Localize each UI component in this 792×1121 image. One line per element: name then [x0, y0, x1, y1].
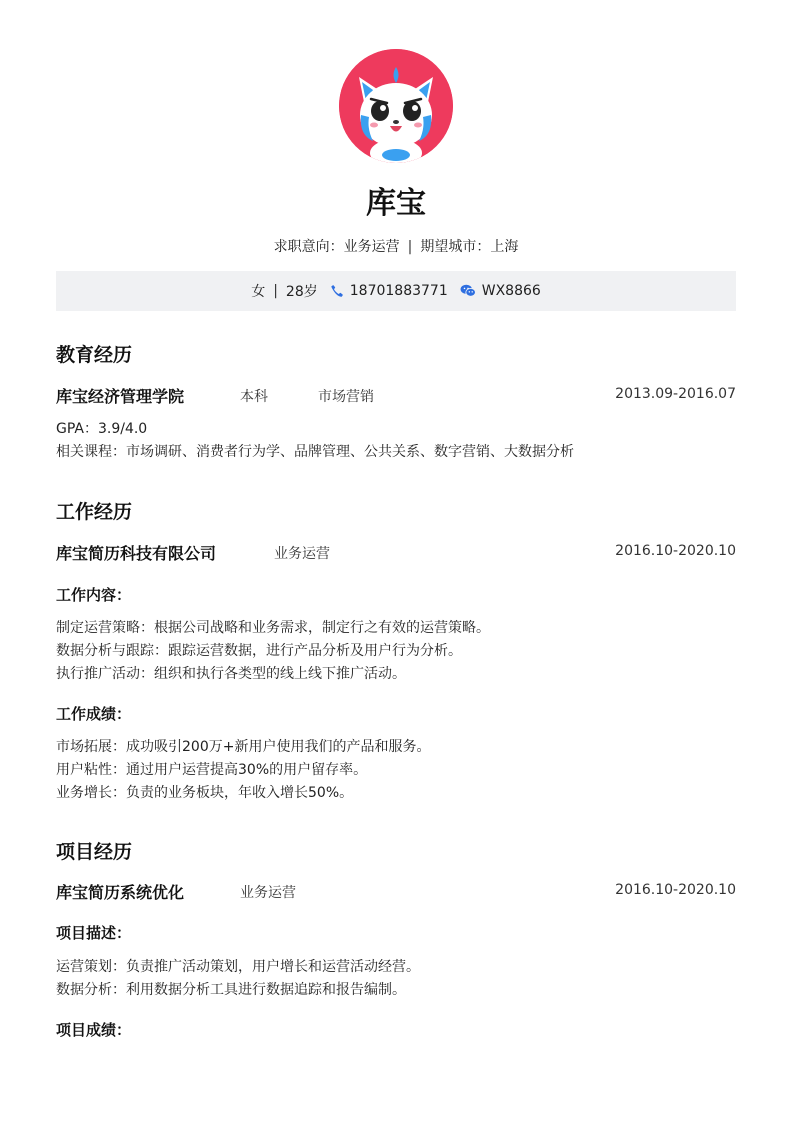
separator: |: [407, 239, 413, 255]
cat-mascot-icon: [339, 49, 453, 163]
resume-name: 库宝: [366, 186, 426, 221]
work-results-title: 工作成绩：: [56, 705, 132, 723]
age: 28岁: [285, 284, 318, 300]
work-content-item: 执行推广活动：组织和执行各类型的线上线下推广活动。: [56, 666, 406, 682]
project-results-title: 项目成绩：: [56, 1021, 132, 1039]
work-content-title: 工作内容：: [56, 586, 132, 604]
work-result-item: 用户粘性：通过用户运营提高30%的用户留存率。: [56, 762, 368, 778]
work-result-item: 市场拓展：成功吸引200万+新用户使用我们的产品和服务。: [56, 739, 431, 755]
work-result-item: 业务增长：负责的业务板块，年收入增长50%。: [56, 785, 354, 801]
education-date: 2013.09-2016.07: [615, 386, 736, 402]
phone-number: 18701883771: [349, 283, 448, 299]
project-desc-item: 运营策划：负责推广活动策划，用户增长和运营活动经营。: [56, 959, 420, 975]
work-date: 2016.10-2020.10: [615, 543, 736, 559]
section-title-work: 工作经历: [56, 501, 133, 523]
company-name: 库宝简历科技有限公司: [56, 544, 217, 563]
gpa: GPA：3.9/4.0: [56, 421, 148, 437]
gender: 女: [251, 284, 266, 300]
project-role: 业务运营: [240, 885, 296, 901]
project-date: 2016.10-2020.10: [615, 882, 736, 898]
project-name: 库宝简历系统优化: [56, 883, 185, 902]
wechat-icon: [460, 284, 476, 298]
intent-label: 求职意向：业务运营: [273, 239, 400, 255]
phone-icon: [330, 284, 344, 298]
work-content-item: 数据分析与跟踪：跟踪运营数据，进行产品分析及用户行为分析。: [56, 643, 462, 659]
separator: |: [273, 283, 278, 299]
major: 市场营销: [318, 389, 374, 405]
project-desc-title: 项目描述：: [56, 924, 132, 942]
avatar: [339, 49, 453, 163]
job-intent-line: [0, 236, 792, 256]
school-name: 库宝经济管理学院: [56, 387, 185, 406]
work-content-item: 制定运营策略：根据公司战略和业务需求，制定行之有效的运营策略。: [56, 620, 490, 636]
city-label: 期望城市：上海: [420, 239, 519, 255]
work-role: 业务运营: [274, 546, 330, 562]
section-title-education: 教育经历: [56, 344, 133, 366]
courses: 相关课程：市场调研、消费者行为学、品牌管理、公共关系、数字营销、大数据分析: [56, 444, 574, 460]
section-title-project: 项目经历: [56, 841, 133, 863]
contact-info-bar: [56, 271, 736, 311]
degree: 本科: [240, 389, 268, 405]
project-desc-item: 数据分析：利用数据分析工具进行数据追踪和报告编制。: [56, 982, 406, 998]
wechat-id: WX8866: [481, 283, 541, 299]
